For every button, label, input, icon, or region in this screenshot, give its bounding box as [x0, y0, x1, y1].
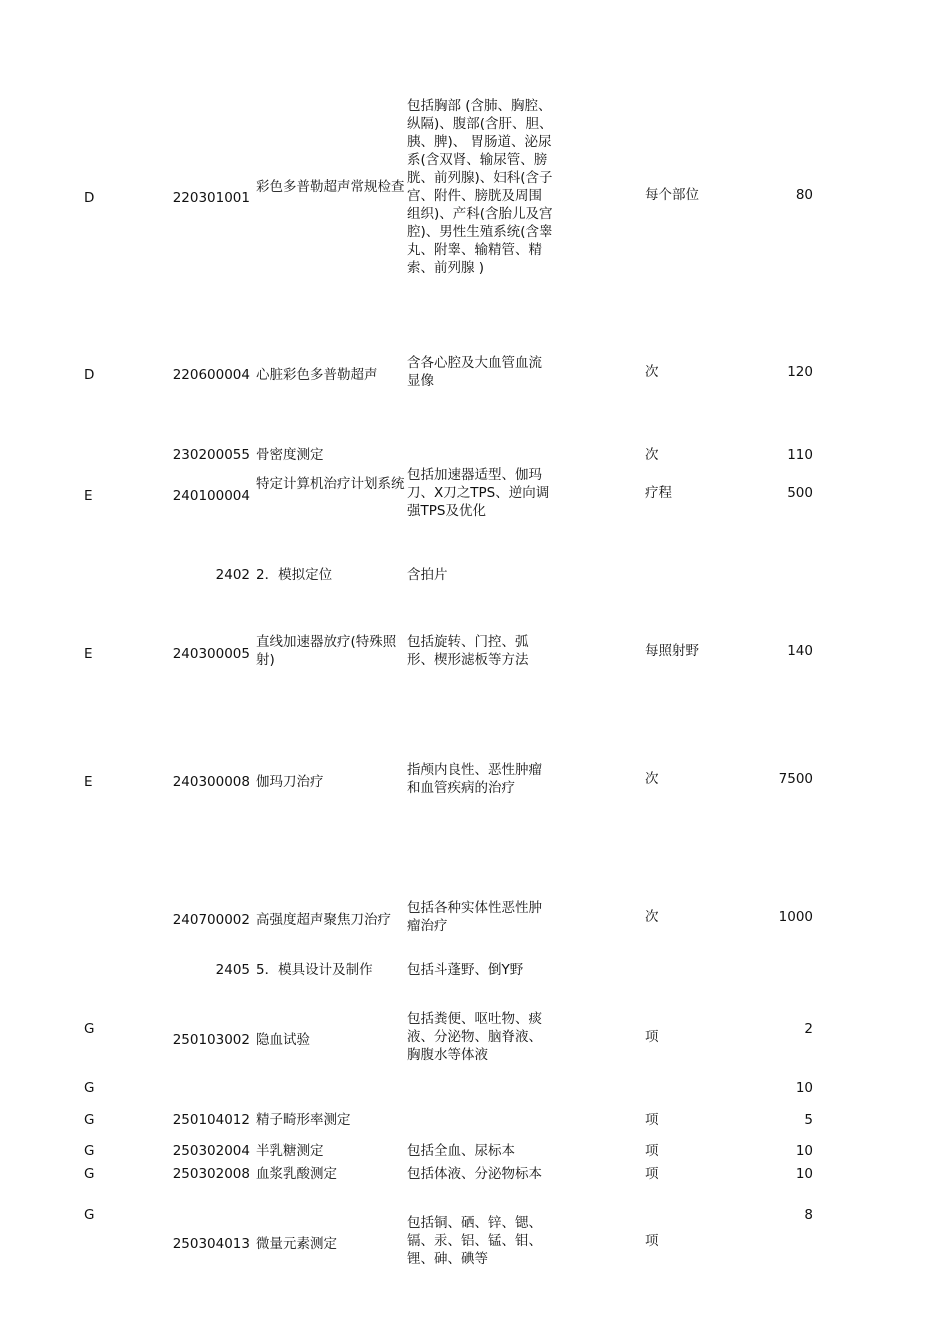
price-cell: 10 [795, 1143, 813, 1159]
name-cell: 半乳糖测定 [256, 1143, 324, 1159]
unit-cell: 疗程 [645, 485, 672, 501]
code-cell: 2405 [215, 962, 250, 978]
description-cell: 包括全血、尿标本 [407, 1143, 515, 1159]
class-cell: G [84, 1021, 95, 1037]
name-cell: 彩色多普勒超声常规检查 [256, 179, 405, 195]
description-cell: 包括体液、分泌物标本 [407, 1166, 542, 1182]
name-cell: 直线加速器放疗(特殊照射) [256, 634, 397, 668]
description-cell: 包括旋转、门控、弧形、楔形滤板等方法 [407, 634, 529, 668]
code-cell: 240300008 [172, 774, 250, 790]
price-cell: 8 [804, 1207, 813, 1223]
code-cell: 250302008 [172, 1166, 250, 1182]
description-cell: 包括铜、硒、锌、锶、镉、汞、铝、锰、钼、锂、砷、碘等 [407, 1215, 542, 1267]
price-cell: 500 [787, 485, 813, 501]
code-cell: 250304013 [172, 1236, 250, 1252]
code-cell: 250104012 [172, 1112, 250, 1128]
description-cell: 包括胸部 (含肺、胸腔、纵隔)、腹部(含肝、胆、胰、脾)、 胃肠道、泌尿系(含双肾、输尿管、膀胱、前列腺)、妇科(含子宫、附件、膀胱及周围组织)、产科(含胎儿及宫腔)、男性生殖系统(含睾丸、附睾、输精管、精索、前列腺 ) [407, 98, 553, 276]
class-cell: E [84, 646, 93, 662]
unit-cell: 次 [645, 771, 659, 787]
name-cell: 隐血试验 [256, 1032, 310, 1048]
unit-cell: 次 [645, 909, 659, 925]
unit-cell: 次 [645, 364, 659, 380]
unit-cell: 每个部位 [645, 187, 699, 203]
name-cell: 血浆乳酸测定 [256, 1166, 337, 1182]
price-cell: 2 [804, 1021, 813, 1037]
unit-cell: 项 [645, 1029, 659, 1045]
class-cell: E [84, 774, 93, 790]
price-cell: 120 [787, 364, 813, 380]
unit-cell: 项 [645, 1143, 659, 1159]
description-cell: 包括加速器适型、伽玛刀、X刀之TPS、逆向调强TPS及优化 [407, 467, 550, 519]
name-cell: 心脏彩色多普勒超声 [256, 367, 378, 383]
price-cell: 7500 [778, 771, 813, 787]
name-cell: 精子畸形率测定 [256, 1112, 351, 1128]
code-cell: 230200055 [172, 447, 250, 463]
code-cell: 240700002 [172, 912, 250, 928]
description-cell: 指颅内良性、恶性肿瘤和血管疾病的治疗 [407, 762, 542, 796]
description-cell: 包括各种实体性恶性肿瘤治疗 [407, 900, 542, 934]
price-cell: 10 [795, 1166, 813, 1182]
description-cell: 含各心腔及大血管血流显像 [407, 355, 542, 389]
class-cell: G [84, 1143, 95, 1159]
name-cell: 伽玛刀治疗 [256, 774, 324, 790]
name-cell: 高强度超声聚焦刀治疗 [256, 912, 391, 928]
code-cell: 240300005 [172, 646, 250, 662]
price-cell: 1000 [778, 909, 813, 925]
code-cell: 240100004 [172, 488, 250, 504]
unit-cell: 项 [645, 1112, 659, 1128]
price-cell: 10 [795, 1080, 813, 1096]
class-cell: D [84, 190, 95, 206]
price-cell: 140 [787, 643, 813, 659]
description-cell: 包括斗蓬野、倒Y野 [407, 962, 524, 978]
price-cell: 80 [795, 187, 813, 203]
code-cell: 220301001 [172, 190, 250, 206]
code-cell: 220600004 [172, 367, 250, 383]
code-cell: 2402 [215, 567, 250, 583]
class-cell: E [84, 488, 93, 504]
name-cell: 5．模具设计及制作 [256, 962, 373, 978]
unit-cell: 每照射野 [645, 643, 699, 659]
unit-cell: 项 [645, 1166, 659, 1182]
class-cell: G [84, 1207, 95, 1223]
class-cell: G [84, 1112, 95, 1128]
price-cell: 5 [804, 1112, 813, 1128]
price-cell: 110 [787, 447, 813, 463]
class-cell: G [84, 1166, 95, 1182]
code-cell: 250302004 [172, 1143, 250, 1159]
name-cell: 2．模拟定位 [256, 567, 333, 583]
name-cell: 特定计算机治疗计划系统 [256, 476, 405, 492]
name-cell: 微量元素测定 [256, 1236, 337, 1252]
class-cell: D [84, 367, 95, 383]
description-cell: 含拍片 [407, 567, 448, 583]
class-cell: G [84, 1080, 95, 1096]
code-cell: 250103002 [172, 1032, 250, 1048]
description-cell: 包括粪便、呕吐物、痰液、分泌物、脑脊液、胸腹水等体液 [407, 1011, 542, 1063]
unit-cell: 次 [645, 447, 659, 463]
unit-cell: 项 [645, 1233, 659, 1249]
name-cell: 骨密度测定 [256, 447, 324, 463]
